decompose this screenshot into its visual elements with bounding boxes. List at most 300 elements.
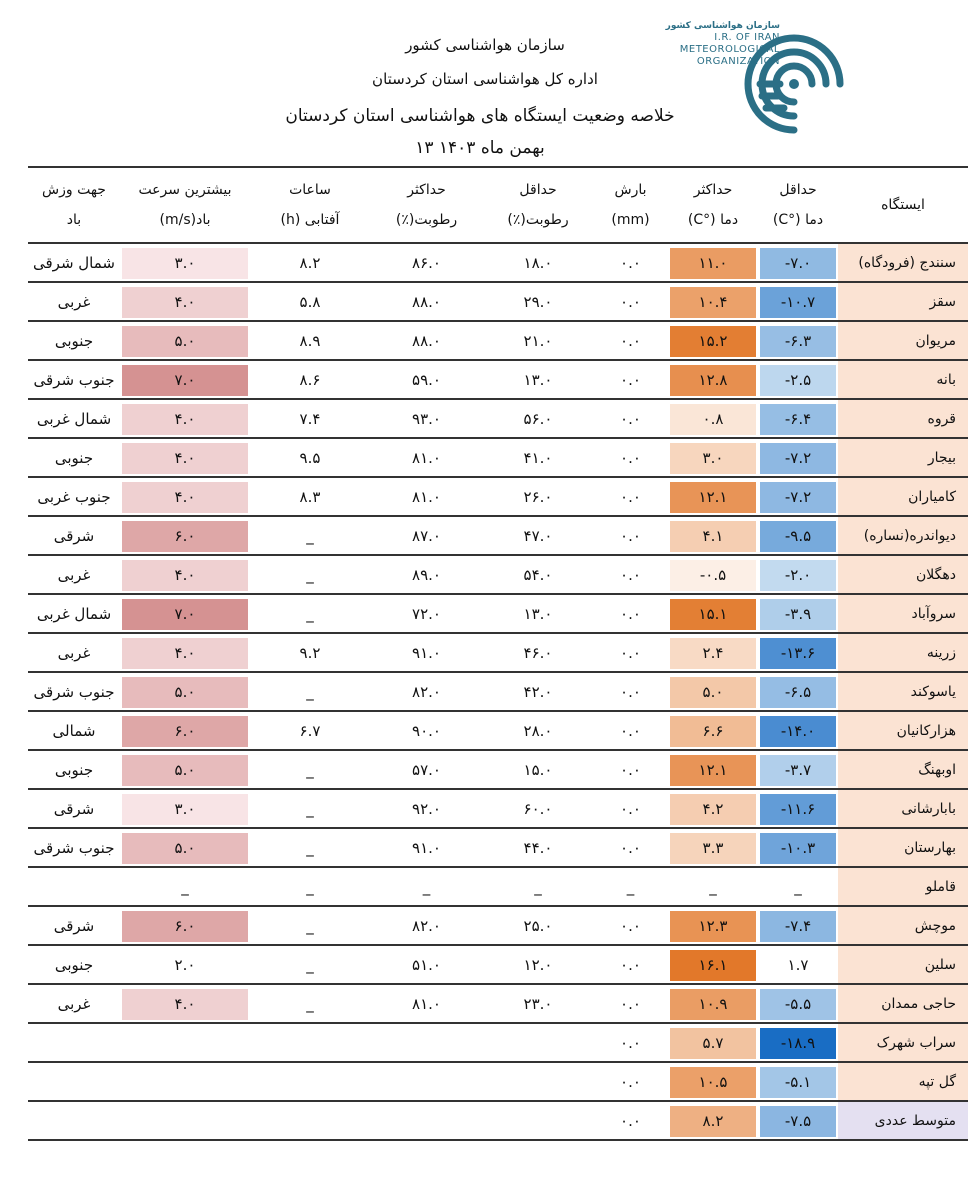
- cell-min-temp-value: -۶.۳: [784, 331, 812, 350]
- cell-max-temp-value: ۵.۰: [702, 682, 724, 701]
- cell-max-temp: [668, 1102, 758, 1141]
- cell-wind-speed: [120, 361, 250, 400]
- cell-station: سنندج (فرودگاه): [838, 244, 968, 283]
- cell-precip-value: ۰.۰: [620, 1072, 641, 1091]
- cell-max-temp-value: ۴.۲: [702, 799, 724, 818]
- cell-precip: [593, 985, 668, 1024]
- cell-sunshine-value: _: [306, 604, 314, 623]
- cell-max-humidity: [370, 634, 483, 673]
- cell-wind-speed: [120, 634, 250, 673]
- table-row: [28, 400, 968, 439]
- cell-max-humidity-value: ۸۷.۰: [412, 526, 441, 545]
- cell-max-temp-value: _: [709, 877, 717, 896]
- cell-min-temp: [758, 634, 838, 673]
- cell-sunshine: [250, 1024, 370, 1063]
- organization-logo: [650, 14, 860, 134]
- cell-min-temp: [758, 1102, 838, 1141]
- header-max-humidity: حداکثر رطوبت(٪): [370, 166, 483, 244]
- cell-wind-direction: شرقی: [28, 517, 120, 556]
- cell-station: زرینه: [838, 634, 968, 673]
- cell-sunshine: [250, 244, 370, 283]
- report-header: [0, 0, 973, 168]
- cell-precip: [593, 946, 668, 985]
- cell-wind-direction: جنوبی: [28, 322, 120, 361]
- cell-min-temp-value: -۷.۲: [784, 487, 812, 506]
- cell-precip-value: ۰.۰: [620, 448, 641, 467]
- logo-text-fa: سازمان هواشناسی کشور: [665, 21, 780, 31]
- cell-min-humidity-value: ۲۸.۰: [523, 721, 553, 740]
- cell-min-humidity: [483, 946, 593, 985]
- cell-min-humidity-value: ۲۶.۰: [523, 487, 553, 506]
- cell-max-temp-value: -۰.۵: [699, 565, 727, 584]
- cell-wind-speed-value: ۴.۰: [174, 448, 196, 467]
- cell-max-temp: [668, 595, 758, 634]
- cell-station: حاجی ممدان: [838, 985, 968, 1024]
- cell-min-temp: [758, 439, 838, 478]
- cell-wind-speed: [120, 907, 250, 946]
- logo-text-en-3: ORGANIZATION: [696, 56, 780, 67]
- cell-max-humidity-value: ۸۱.۰: [412, 994, 441, 1013]
- cell-precip: [593, 790, 668, 829]
- cell-max-temp-value: ۱۰.۹: [698, 994, 728, 1013]
- cell-station: سلین: [838, 946, 968, 985]
- cell-wind-speed-value: ۷.۰: [174, 370, 196, 389]
- cell-min-temp-value: -۱۳.۶: [780, 643, 816, 662]
- cell-wind-speed-value: ۵.۰: [174, 838, 196, 857]
- cell-precip-value: ۰.۰: [620, 409, 641, 428]
- cell-max-humidity: [370, 595, 483, 634]
- cell-sunshine-value: _: [306, 799, 314, 818]
- cell-max-humidity: [370, 400, 483, 439]
- cell-min-temp-value: -۱۰.۳: [780, 838, 816, 857]
- cell-max-temp: [668, 712, 758, 751]
- cell-max-temp-value: ۱۲.۳: [698, 916, 728, 935]
- cell-min-humidity-value: ۲۵.۰: [523, 916, 553, 935]
- cell-wind-speed-value: ۵.۰: [174, 331, 196, 350]
- cell-max-temp-value: ۱۶.۱: [698, 955, 728, 974]
- cell-precip: [593, 634, 668, 673]
- cell-max-temp: [668, 751, 758, 790]
- cell-wind-direction: شمال شرقی: [28, 244, 120, 283]
- cell-sunshine-value: _: [306, 682, 314, 701]
- cell-precip: [593, 400, 668, 439]
- cell-sunshine: [250, 751, 370, 790]
- cell-max-humidity-value: _: [422, 877, 431, 896]
- cell-min-humidity: [483, 829, 593, 868]
- cell-min-temp: [758, 517, 838, 556]
- cell-max-humidity-value: ۸۸.۰: [412, 292, 441, 311]
- cell-sunshine-value: ۵.۸: [299, 292, 321, 311]
- cell-min-humidity-value: ۴۱.۰: [523, 448, 553, 467]
- cell-min-temp: [758, 868, 838, 907]
- cell-max-humidity-value: ۸۶.۰: [412, 253, 441, 272]
- cell-precip: [593, 478, 668, 517]
- table-body: [28, 244, 968, 1141]
- cell-max-temp-value: ۳.۳: [702, 838, 724, 857]
- cell-min-temp-value: _: [794, 877, 802, 896]
- cell-precip: [593, 283, 668, 322]
- cell-precip-value: ۰.۰: [620, 799, 641, 818]
- cell-min-humidity-value: ۱۲.۰: [523, 955, 553, 974]
- logo-text-en-2: METEOROLOGICAL: [679, 44, 780, 55]
- cell-precip-value: ۰.۰: [620, 253, 641, 272]
- cell-max-temp-value: ۴.۱: [702, 526, 724, 545]
- cell-precip: [593, 595, 668, 634]
- cell-min-temp: [758, 322, 838, 361]
- table-header-row: [28, 166, 968, 244]
- cell-station: بهارستان: [838, 829, 968, 868]
- cell-wind-speed-value: ۴.۰: [174, 994, 196, 1013]
- cell-min-humidity-value: ۲۱.۰: [523, 331, 553, 350]
- cell-max-temp: [668, 517, 758, 556]
- cell-max-temp: [668, 829, 758, 868]
- cell-min-temp-value: -۵.۱: [784, 1072, 812, 1091]
- cell-wind-speed: [120, 985, 250, 1024]
- cell-wind-speed-value: ۳.۰: [174, 253, 196, 272]
- cell-sunshine-value: ۸.۳: [299, 487, 321, 506]
- cell-max-humidity: [370, 478, 483, 517]
- cell-min-temp-value: -۳.۹: [784, 604, 812, 623]
- cell-max-humidity: [370, 1024, 483, 1063]
- cell-wind-direction: [28, 868, 120, 907]
- cell-max-temp-value: ۳.۰: [702, 448, 724, 467]
- logo-text-en-1: I.R. OF IRAN: [714, 32, 780, 43]
- cell-min-humidity-value: ۴۷.۰: [523, 526, 553, 545]
- cell-min-humidity: [483, 478, 593, 517]
- table-row: [28, 322, 968, 361]
- cell-precip-value: ۰.۰: [620, 643, 641, 662]
- cell-precip-value: ۰.۰: [620, 682, 641, 701]
- cell-wind-direction: جنوب شرقی: [28, 829, 120, 868]
- cell-wind-speed: [120, 478, 250, 517]
- cell-max-temp: [668, 634, 758, 673]
- cell-min-humidity-value: ۱۳.۰: [523, 604, 553, 623]
- cell-precip-value: ۰.۰: [620, 604, 641, 623]
- cell-wind-speed-value: ۳.۰: [174, 799, 196, 818]
- cell-min-temp-value: ۱.۷: [787, 955, 809, 974]
- cell-wind-speed: [120, 556, 250, 595]
- cell-station: دهگلان: [838, 556, 968, 595]
- cell-precip: [593, 868, 668, 907]
- cell-max-humidity-value: ۸۹.۰: [412, 565, 441, 584]
- cell-min-temp-value: -۲.۰: [784, 565, 812, 584]
- cell-min-temp: [758, 1063, 838, 1102]
- cell-wind-direction: جنوبی: [28, 439, 120, 478]
- header-min-temp: حداقل دما (°C): [758, 166, 838, 244]
- cell-min-temp-value: -۵.۵: [784, 994, 812, 1013]
- cell-wind-speed-value: ۴.۰: [174, 487, 196, 506]
- table-row: [28, 556, 968, 595]
- table-row: [28, 634, 968, 673]
- header-sunshine: ساعات آفتابی (h): [250, 166, 370, 244]
- cell-max-temp-value: ۰.۸: [702, 409, 724, 428]
- cell-min-temp-value: -۱۰.۷: [780, 292, 816, 311]
- cell-sunshine-value: _: [306, 838, 314, 857]
- cell-wind-direction: شرقی: [28, 790, 120, 829]
- cell-min-humidity: [483, 790, 593, 829]
- cell-min-humidity-value: ۱۸.۰: [523, 253, 553, 272]
- cell-precip: [593, 712, 668, 751]
- cell-max-humidity: [370, 868, 483, 907]
- cell-max-temp: [668, 868, 758, 907]
- cell-sunshine-value: _: [306, 526, 314, 545]
- cell-min-temp: [758, 556, 838, 595]
- cell-precip-value: ۰.۰: [620, 1111, 641, 1130]
- cell-min-humidity-value: ۱۳.۰: [523, 370, 553, 389]
- cell-max-humidity: [370, 439, 483, 478]
- cell-min-humidity-value: ۵۶.۰: [523, 409, 553, 428]
- cell-max-humidity: [370, 985, 483, 1024]
- cell-wind-speed-value: ۴.۰: [174, 292, 196, 311]
- cell-wind-speed-value: ۴.۰: [174, 643, 196, 662]
- cell-min-humidity: [483, 712, 593, 751]
- header-min-humidity: حداقل رطوبت(٪): [483, 166, 593, 244]
- cell-precip-value: ۰.۰: [620, 838, 641, 857]
- cell-max-temp-value: ۶.۶: [702, 721, 724, 740]
- cell-min-temp-value: -۷.۵: [784, 1111, 812, 1130]
- header-precip: بارش (mm): [593, 166, 668, 244]
- cell-precip: [593, 244, 668, 283]
- cell-precip: [593, 829, 668, 868]
- cell-max-humidity: [370, 1102, 483, 1141]
- cell-max-temp: [668, 556, 758, 595]
- cell-wind-speed: [120, 322, 250, 361]
- cell-precip: [593, 556, 668, 595]
- cell-min-humidity: [483, 283, 593, 322]
- cell-precip: [593, 439, 668, 478]
- cell-wind-speed-value: ۶.۰: [174, 721, 196, 740]
- cell-min-temp: [758, 283, 838, 322]
- cell-wind-speed-value: ۴.۰: [174, 565, 196, 584]
- cell-wind-direction: جنوب غربی: [28, 478, 120, 517]
- cell-min-humidity: [483, 361, 593, 400]
- cell-min-temp-value: -۶.۵: [784, 682, 812, 701]
- header-wind-direction: جهت وزش باد: [28, 166, 120, 244]
- cell-min-humidity: [483, 634, 593, 673]
- cell-max-temp-value: ۱۲.۱: [698, 760, 728, 779]
- cell-max-temp: [668, 673, 758, 712]
- cell-wind-speed-value: ۶.۰: [174, 526, 196, 545]
- cell-sunshine: [250, 790, 370, 829]
- cell-wind-speed: [120, 673, 250, 712]
- cell-min-temp-value: -۱۸.۹: [780, 1033, 816, 1052]
- cell-max-humidity: [370, 283, 483, 322]
- cell-wind-speed: [120, 1102, 250, 1141]
- cell-max-temp: [668, 790, 758, 829]
- cell-max-humidity: [370, 322, 483, 361]
- cell-sunshine-value: ۹.۵: [299, 448, 321, 467]
- cell-sunshine: [250, 400, 370, 439]
- cell-sunshine-value: _: [306, 916, 314, 935]
- cell-max-humidity-value: ۸۲.۰: [412, 916, 441, 935]
- cell-wind-speed: [120, 712, 250, 751]
- report-date: ۱۳ بهمن ماه ۱۴۰۳: [415, 138, 545, 158]
- cell-wind-direction: جنوب شرقی: [28, 673, 120, 712]
- cell-max-humidity: [370, 829, 483, 868]
- cell-min-temp: [758, 946, 838, 985]
- cell-max-humidity: [370, 673, 483, 712]
- cell-sunshine-value: _: [306, 760, 314, 779]
- cell-min-temp: [758, 595, 838, 634]
- cell-sunshine: [250, 556, 370, 595]
- cell-precip-value: ۰.۰: [620, 721, 641, 740]
- cell-min-temp-value: -۷.۴: [784, 916, 812, 935]
- cell-wind-direction: غربی: [28, 634, 120, 673]
- cell-min-humidity: [483, 751, 593, 790]
- table-row: [28, 751, 968, 790]
- cell-sunshine: [250, 985, 370, 1024]
- cell-max-temp: [668, 985, 758, 1024]
- cell-max-temp-value: ۱۲.۸: [698, 370, 728, 389]
- cell-max-humidity: [370, 244, 483, 283]
- cell-max-humidity: [370, 361, 483, 400]
- cell-max-humidity: [370, 751, 483, 790]
- cell-wind-speed: [120, 400, 250, 439]
- table-row: [28, 1102, 968, 1141]
- cell-min-humidity: [483, 556, 593, 595]
- cell-sunshine: [250, 829, 370, 868]
- cell-wind-direction: شرقی: [28, 907, 120, 946]
- cell-min-temp: [758, 907, 838, 946]
- cell-station: بیجار: [838, 439, 968, 478]
- cell-station: دیواندره(نساره): [838, 517, 968, 556]
- cell-station: کامیاران: [838, 478, 968, 517]
- cell-max-humidity-value: ۷۲.۰: [412, 604, 441, 623]
- cell-precip: [593, 361, 668, 400]
- cell-precip: [593, 322, 668, 361]
- cell-max-temp: [668, 283, 758, 322]
- table-row: [28, 790, 968, 829]
- cell-max-temp-value: ۲.۴: [702, 643, 724, 662]
- table-row: [28, 829, 968, 868]
- cell-min-temp-value: -۷.۰: [784, 253, 812, 272]
- table-row: [28, 361, 968, 400]
- cell-min-humidity-value: ۵۴.۰: [523, 565, 553, 584]
- cell-sunshine: [250, 1063, 370, 1102]
- cell-wind-direction: [28, 1102, 120, 1141]
- cell-sunshine: [250, 868, 370, 907]
- cell-sunshine-value: ۹.۲: [299, 643, 321, 662]
- cell-wind-speed-value: ۲.۰: [174, 955, 196, 974]
- cell-min-humidity: [483, 985, 593, 1024]
- cell-precip-value: ۰.۰: [620, 292, 641, 311]
- cell-max-humidity: [370, 946, 483, 985]
- cell-wind-speed: [120, 517, 250, 556]
- cell-min-humidity: [483, 595, 593, 634]
- cell-precip: [593, 1024, 668, 1063]
- cell-min-temp: [758, 751, 838, 790]
- cell-min-humidity: [483, 907, 593, 946]
- cell-sunshine: [250, 634, 370, 673]
- cell-wind-direction: [28, 1063, 120, 1102]
- cell-station: مریوان: [838, 322, 968, 361]
- table-row: [28, 712, 968, 751]
- cell-precip-value: ۰.۰: [620, 526, 641, 545]
- cell-precip: [593, 907, 668, 946]
- cell-max-temp-value: ۱۵.۱: [698, 604, 728, 623]
- cell-min-humidity: [483, 517, 593, 556]
- cell-wind-speed: [120, 244, 250, 283]
- cell-min-temp: [758, 712, 838, 751]
- cell-precip-value: ۰.۰: [620, 994, 641, 1013]
- cell-min-temp-value: -۷.۲: [784, 448, 812, 467]
- cell-max-humidity-value: ۵۱.۰: [412, 955, 441, 974]
- cell-max-temp: [668, 439, 758, 478]
- cell-max-humidity: [370, 907, 483, 946]
- cell-wind-speed-value: ۴.۰: [174, 409, 196, 428]
- cell-sunshine-value: ۸.۶: [299, 370, 321, 389]
- cell-max-temp: [668, 1024, 758, 1063]
- cell-max-humidity: [370, 1063, 483, 1102]
- cell-sunshine: [250, 1102, 370, 1141]
- header-max-temp: حداکثر دما (°C): [668, 166, 758, 244]
- cell-max-humidity-value: ۸۱.۰: [412, 487, 441, 506]
- cell-precip-value: ۰.۰: [620, 955, 641, 974]
- cell-precip-value: ۰.۰: [620, 370, 641, 389]
- cell-station: سقز: [838, 283, 968, 322]
- cell-min-temp: [758, 478, 838, 517]
- cell-max-humidity-value: ۹۳.۰: [412, 409, 441, 428]
- cell-wind-direction: غربی: [28, 283, 120, 322]
- table-row: [28, 946, 968, 985]
- cell-min-temp-value: -۳.۷: [784, 760, 812, 779]
- cell-station: متوسط عددی: [838, 1102, 968, 1141]
- cell-min-humidity: [483, 439, 593, 478]
- org-department: اداره کل هواشناسی استان کردستان: [372, 70, 598, 88]
- cell-max-humidity: [370, 517, 483, 556]
- cell-min-temp-value: -۲.۵: [784, 370, 812, 389]
- cell-min-temp: [758, 985, 838, 1024]
- cell-min-temp: [758, 673, 838, 712]
- cell-min-humidity: [483, 322, 593, 361]
- cell-station: بانه: [838, 361, 968, 400]
- cell-sunshine-value: ۷.۴: [299, 409, 321, 428]
- cell-station: اوبهنگ: [838, 751, 968, 790]
- report-title: خلاصه وضعیت ایستگاه های هواشناسی استان کردستان: [285, 106, 675, 126]
- header-station: ایستگاه: [838, 166, 968, 244]
- cell-precip-value: ۰.۰: [620, 760, 641, 779]
- table-row: [28, 439, 968, 478]
- cell-precip: [593, 751, 668, 790]
- cell-max-temp-value: ۵.۷: [702, 1033, 724, 1052]
- org-name: سازمان هواشناسی کشور: [405, 36, 565, 54]
- cell-wind-speed-value: ۵.۰: [174, 760, 196, 779]
- header-wind-speed: بیشترین سرعت باد(m/s): [120, 166, 250, 244]
- cell-max-humidity-value: ۸۲.۰: [412, 682, 441, 701]
- cell-max-humidity-value: ۵۹.۰: [412, 370, 441, 389]
- table-row: [28, 283, 968, 322]
- cell-sunshine-value: ۸.۹: [299, 331, 321, 350]
- cell-max-temp: [668, 244, 758, 283]
- cell-wind-speed-value: ۵.۰: [174, 682, 196, 701]
- cell-sunshine: [250, 361, 370, 400]
- cell-sunshine: [250, 322, 370, 361]
- cell-precip-value: _: [626, 877, 635, 896]
- cell-max-temp: [668, 1063, 758, 1102]
- cell-max-temp: [668, 478, 758, 517]
- cell-min-humidity-value: ۴۲.۰: [523, 682, 553, 701]
- cell-wind-direction: جنوبی: [28, 751, 120, 790]
- cell-wind-direction: جنوبی: [28, 946, 120, 985]
- cell-min-humidity-value: _: [534, 877, 542, 896]
- cell-min-humidity: [483, 400, 593, 439]
- cell-max-humidity: [370, 712, 483, 751]
- cell-min-temp: [758, 361, 838, 400]
- cell-station: یاسوکند: [838, 673, 968, 712]
- cell-min-temp: [758, 829, 838, 868]
- spiral-logo-icon: [740, 32, 848, 136]
- cell-sunshine: [250, 517, 370, 556]
